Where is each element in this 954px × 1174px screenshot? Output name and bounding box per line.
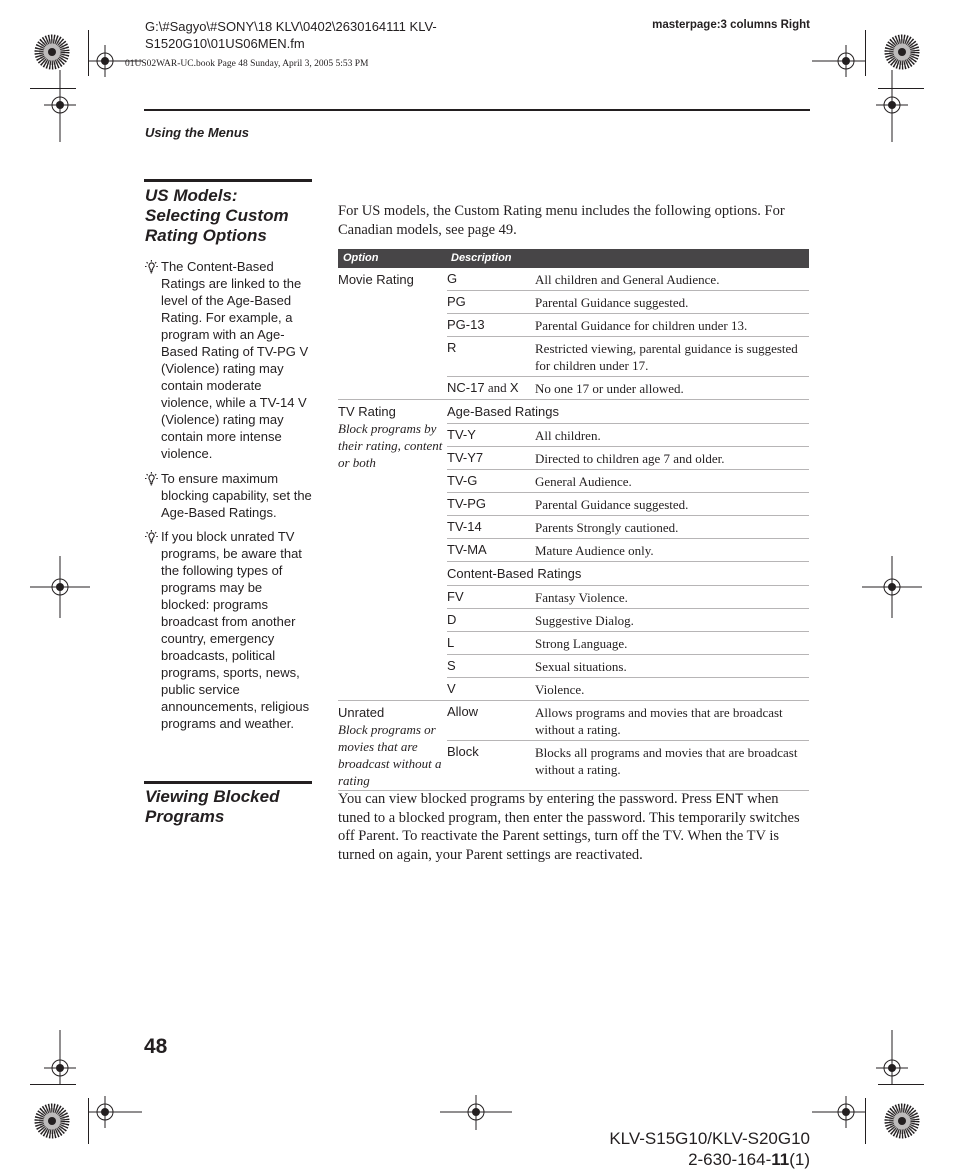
ent-key-label: ENT (715, 790, 744, 806)
rating-description: Blocks all programs and movies that are broadcast without a rating. (535, 745, 798, 777)
rating-code: PG-13 (447, 317, 485, 332)
rating-code: FV (447, 589, 464, 604)
page-number: 48 (144, 1035, 168, 1058)
intro-paragraph: For US models, the Custom Rating menu includes the following options. For Canadian models, see page 49. (338, 203, 785, 238)
rating-description: Parental Guidance suggested. (535, 295, 689, 310)
rating-description: Fantasy Violence. (535, 590, 628, 605)
catalog-suffix: (1) (789, 1150, 810, 1169)
rating-code-x: X (509, 380, 519, 395)
rating-code: Allow (447, 704, 479, 719)
rating-description: Suggestive Dialog. (535, 613, 634, 628)
rating-description: Strong Language. (535, 636, 628, 651)
header-description: Description (451, 252, 512, 264)
rating-code: PG (447, 294, 466, 309)
rating-code: TV-MA (447, 542, 487, 557)
tip-text: If you block unrated TV programs, be aware that the following types of programs may be blocked: programs broadcast from another country, emergency broadcasts, political programs, sports, news, public service announcements, religious programs and weather. (161, 529, 310, 731)
rating-code: TV-Y (447, 427, 476, 442)
option-name: TV Rating (338, 404, 396, 419)
rating-description: No one 17 or under allowed. (535, 381, 684, 396)
rating-description: Parental Guidance suggested. (535, 497, 689, 512)
masterpage-label: masterpage:3 columns Right (652, 19, 810, 31)
tip-text: To ensure maximum blocking capability, set the Age-Based Ratings. (161, 471, 312, 520)
viewing-text-start: You can view blocked programs by entering the password. Press (338, 791, 716, 807)
starburst-icon (39, 39, 65, 65)
viewing-text-end: when tuned to a blocked program, then enter the password. This temporarily switches off Parent. To reactivate the Parent settings, turn off the TV. When the TV is turned on again, your Parent settings are reactivated. (338, 791, 800, 863)
rating-description: All children and General Audience. (535, 272, 720, 287)
file-path: G:\#Sagyo\#SONY\18 KLV\0402\2630164111 KLV-S1520G10\01US06MEN.fm (145, 19, 437, 51)
rating-description: Sexual situations. (535, 659, 627, 674)
header-option: Option (343, 252, 379, 264)
option-name: Movie Rating (338, 272, 414, 287)
rating-description: Directed to children age 7 and older. (535, 451, 725, 466)
catalog-bold: 11 (771, 1150, 790, 1169)
model-numbers: KLV-S15G10/KLV-S20G10 (609, 1129, 810, 1148)
rating-description: All children. (535, 428, 601, 443)
content-based-heading: Content-Based Ratings (447, 566, 582, 581)
tip-text: The Content-Based Ratings are linked to the level of the Age-Based Rating. For example, a program with an Age-Based Rating of TV-PG V (Violence) rating may contain moderate violence, while a TV-14 V (Violence) rating may contain more intense violence. (161, 259, 309, 461)
starburst-icon (889, 39, 915, 65)
rating-code: L (447, 635, 455, 650)
starburst-icon (889, 1108, 915, 1134)
starburst-icon (39, 1108, 65, 1134)
catalog-prefix: 2-630-164- (688, 1150, 772, 1169)
rating-code: TV-PG (447, 496, 487, 511)
rating-code: Block (447, 744, 479, 759)
rating-code: G (447, 271, 458, 286)
rating-description: Mature Audience only. (535, 543, 654, 558)
rating-code-nc17: NC-17 (447, 380, 485, 395)
running-head: Using the Menus (145, 125, 250, 140)
rating-code: TV-G (447, 473, 478, 488)
rating-description: General Audience. (535, 474, 632, 489)
section-title-viewing-blocked: Viewing Blocked Programs (145, 787, 280, 826)
rating-code-and: and (484, 380, 510, 395)
section-title-custom-rating: US Models: Selecting Custom Rating Options (145, 186, 289, 245)
rating-code: R (447, 340, 457, 355)
rating-code: TV-14 (447, 519, 482, 534)
rating-description: Parents Strongly cautioned. (535, 520, 679, 535)
option-description: Block programs or movies that are broadcast without a rating (338, 722, 442, 788)
rating-description: Violence. (535, 682, 585, 697)
option-name: Unrated (338, 705, 385, 720)
rating-description: Restricted viewing, parental guidance is suggested for children under 17. (535, 341, 798, 373)
option-description: Block programs by their rating, content or both (338, 421, 443, 470)
rating-description: Parental Guidance for children under 13. (535, 318, 748, 333)
rating-code: TV-Y7 (447, 450, 484, 465)
rating-description: Allows programs and movies that are broadcast without a rating. (535, 705, 783, 737)
book-info-line: 01US02WAR-UC.book Page 48 Sunday, April 3, 2005 5:53 PM (125, 59, 369, 69)
rating-code: V (447, 681, 456, 696)
rating-code: S (447, 658, 456, 673)
age-based-heading: Age-Based Ratings (447, 404, 560, 419)
rating-code: D (447, 612, 457, 627)
